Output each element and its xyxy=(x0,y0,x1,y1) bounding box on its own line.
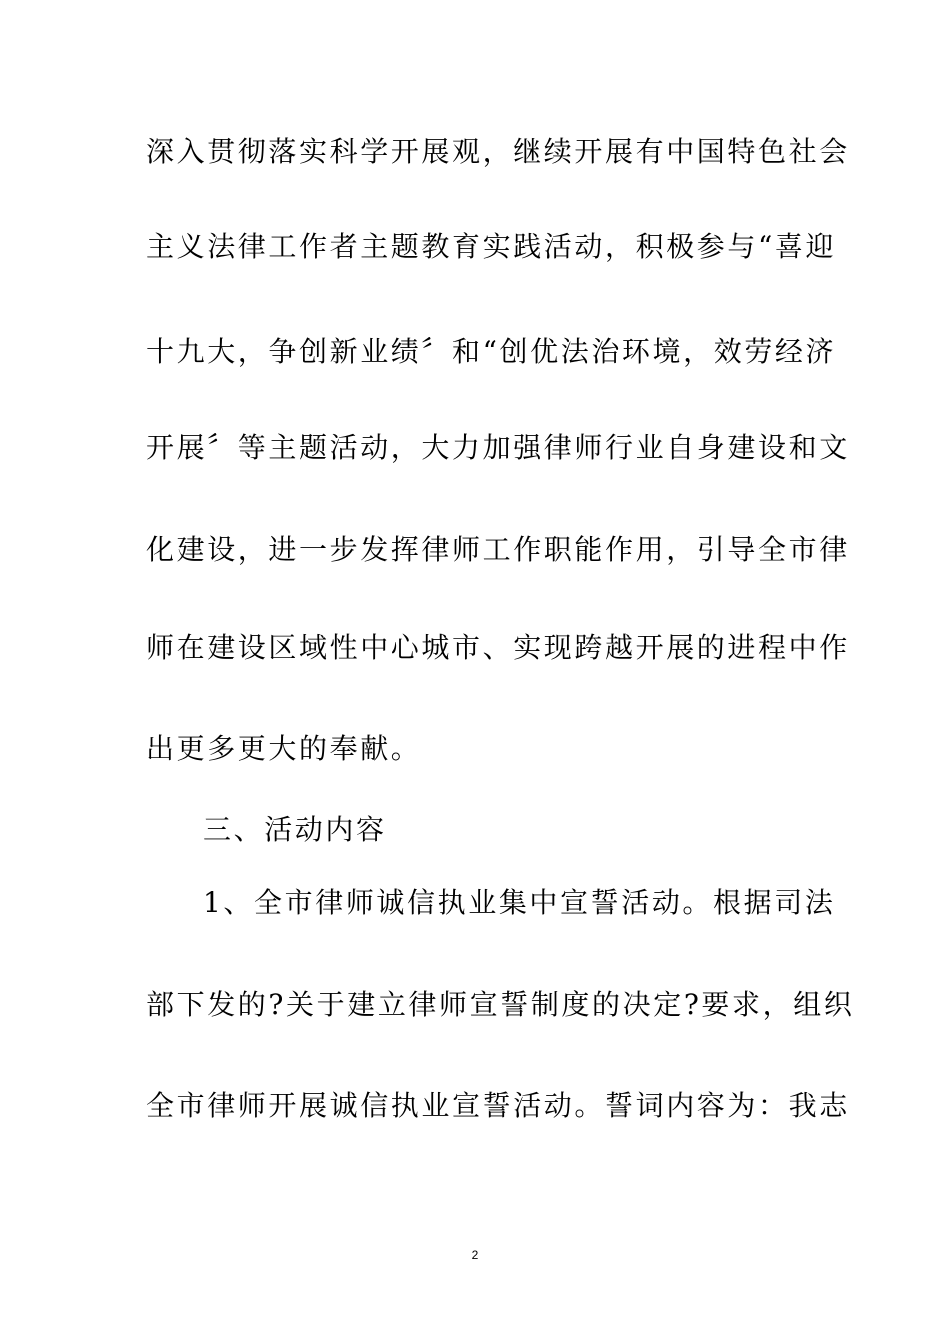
item-text-line: 1、全市律师诚信执业集中宣誓活动。根据司法 xyxy=(203,886,836,919)
page-number: 2 xyxy=(471,1248,479,1262)
body-text-line: 开展〞等主题活动，大力加强律师行业自身建设和文 xyxy=(146,431,850,464)
item-text-line: 部下发的?关于建立律师宣誓制度的决定?要求，组织 xyxy=(146,988,855,1021)
body-text-line: 出更多更大的奉献。 xyxy=(146,732,422,765)
body-text-line: 师在建设区域性中心城市、实现跨越开展的进程中作 xyxy=(146,631,850,664)
body-text-line: 主义法律工作者主题教育实践活动，积极参与“喜迎 xyxy=(146,230,837,263)
body-text-line: 化建设，进一步发挥律师工作职能作用，引导全市律 xyxy=(146,533,850,566)
body-text-line: 十九大，争创新业绩〞和“创优法治环境，效劳经济 xyxy=(146,335,837,368)
section-heading: 三、活动内容 xyxy=(203,813,387,846)
item-text-line: 全市律师开展诚信执业宣誓活动。誓词内容为：我志 xyxy=(146,1089,850,1122)
body-text-line: 深入贯彻落实科学开展观，继续开展有中国特色社会 xyxy=(146,135,850,168)
